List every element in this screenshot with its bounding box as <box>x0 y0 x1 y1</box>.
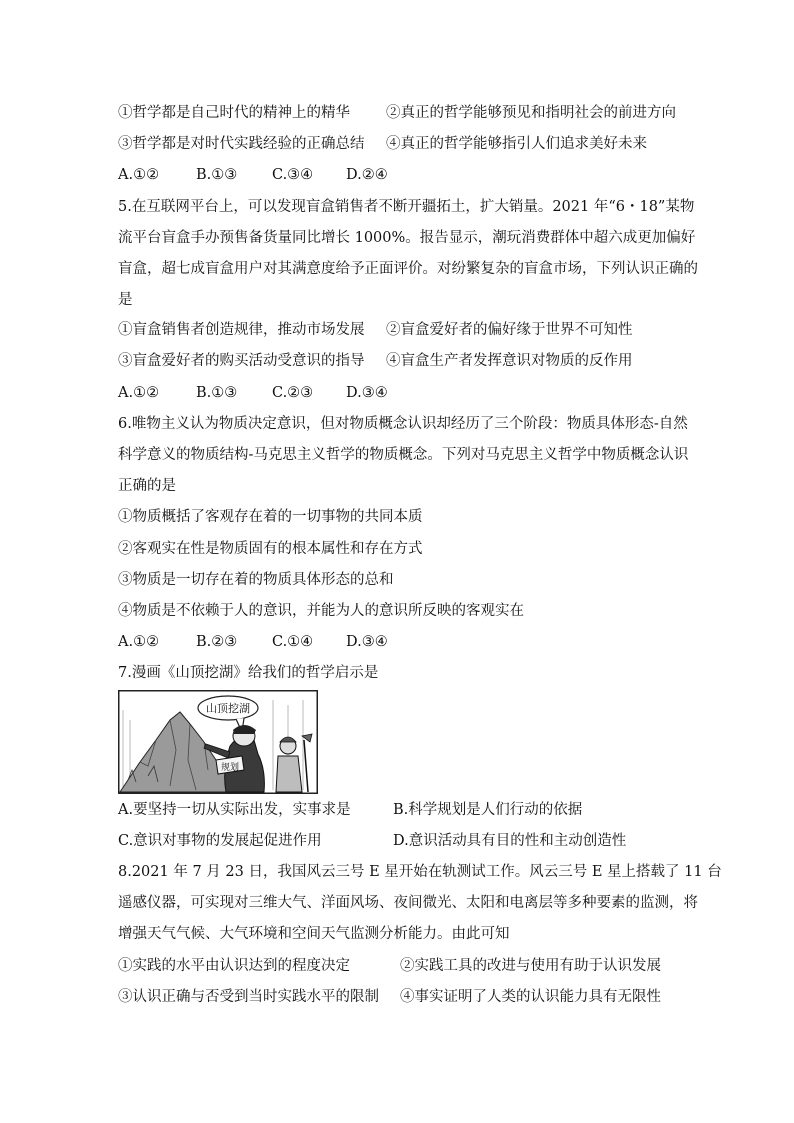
q5-stem-line-2: 流平台盲盒手办预售备货量同比增长 1000%。报告显示，潮玩消费群体中超六成更加偏好 <box>118 230 696 246</box>
q6-answer-b: B.②③ <box>196 634 238 650</box>
q6-option-4: ④物质是不依赖于人的意识，并能为人的意识所反映的客观实在 <box>118 603 524 619</box>
q7-option-c: C.意识对事物的发展起促进作用 <box>118 833 322 849</box>
q8-option-2: ②实践工具的改进与使用有助于认识发展 <box>400 958 661 974</box>
q4-option-4: ④真正的哲学能够指引人们追求美好未来 <box>386 136 647 152</box>
q4-answer-d: D.②④ <box>346 167 388 183</box>
q8-stem-line-3: 增强天气气候、大气环境和空间天气监测分析能力。由此可知 <box>118 926 510 942</box>
q5-stem-line-1: 5.在互联网平台上，可以发现盲盒销售者不断开疆拓土，扩大销量。2021 年“6・18”某物 <box>118 199 695 215</box>
q4-option-3: ③哲学都是对时代实践经验的正确总结 <box>118 136 365 152</box>
q7-option-b: B.科学规划是人们行动的依据 <box>393 802 583 818</box>
q8-option-3: ③认识正确与否受到当时实践水平的限制 <box>118 989 379 1005</box>
q7-option-a: A.要坚持一切从实际出发，实事求是 <box>118 802 351 818</box>
q4-answer-a: A.①② <box>118 167 160 183</box>
q5-answer-c: C.②③ <box>272 385 314 401</box>
cartoon-plan-label: 规划 <box>220 763 240 773</box>
q8-option-1: ①实践的水平由认识达到的程度决定 <box>118 958 350 974</box>
q6-stem-line-2: 科学意义的物质结构-马克思主义哲学的物质概念。下列对马克思主义哲学中物质概念认识 <box>118 447 689 463</box>
q5-option-3: ③盲盒爱好者的购买活动受意识的指导 <box>118 353 365 369</box>
cartoon-image <box>118 690 318 794</box>
q4-answer-c: C.③④ <box>272 167 314 183</box>
q5-stem-line-4: 是 <box>118 292 133 308</box>
q8-option-4: ④事实证明了人类的认识能力具有无限性 <box>400 989 661 1005</box>
q8-stem-line-2: 遥感仪器，可实现对三维大气、洋面风场、夜间微光、太阳和电离层等多种要素的监测，将 <box>118 895 698 911</box>
q5-option-2: ②盲盒爱好者的偏好缘于世界不可知性 <box>386 322 633 338</box>
q7-stem: 7.漫画《山顶挖湖》给我们的哲学启示是 <box>118 665 379 681</box>
cartoon-bubble-text: 山顶挖湖 <box>206 702 250 715</box>
q4-option-2: ②真正的哲学能够预见和指明社会的前进方向 <box>386 105 676 121</box>
q5-answer-a: A.①② <box>118 385 160 401</box>
q5-option-4: ④盲盒生产者发挥意识对物质的反作用 <box>386 353 633 369</box>
q5-stem-line-3: 盲盒，超七成盲盒用户对其满意度给予正面评价。对纷繁复杂的盲盒市场，下列认识正确的 <box>118 261 698 277</box>
q6-answer-a: A.①② <box>118 634 160 650</box>
q6-option-2: ②客观实在性是物质固有的根本属性和存在方式 <box>118 541 423 557</box>
q6-answer-d: D.③④ <box>346 634 388 650</box>
q6-option-3: ③物质是一切存在着的物质具体形态的总和 <box>118 572 394 588</box>
q5-answer-b: B.①③ <box>196 385 238 401</box>
q6-stem-line-3: 正确的是 <box>118 478 176 494</box>
q5-option-1: ①盲盒销售者创造规律，推动市场发展 <box>118 322 365 338</box>
q5-answer-d: D.③④ <box>346 385 388 401</box>
q6-stem-line-1: 6.唯物主义认为物质决定意识，但对物质概念认识却经历了三个阶段：物质具体形态-自然 <box>118 416 688 432</box>
q8-stem-line-1: 8.2021 年 7 月 23 日，我国风云三号 E 星开始在轨测试工作。风云三号 E 星上搭载了 11 台 <box>118 864 722 880</box>
q6-option-1: ①物质概括了客观存在着的一切事物的共同本质 <box>118 509 423 525</box>
q4-option-1: ①哲学都是自己时代的精神上的精华 <box>118 105 350 121</box>
q6-answer-c: C.①④ <box>272 634 314 650</box>
q7-option-d: D.意识活动具有目的性和主动创造性 <box>393 833 627 849</box>
q4-answer-b: B.①③ <box>196 167 238 183</box>
